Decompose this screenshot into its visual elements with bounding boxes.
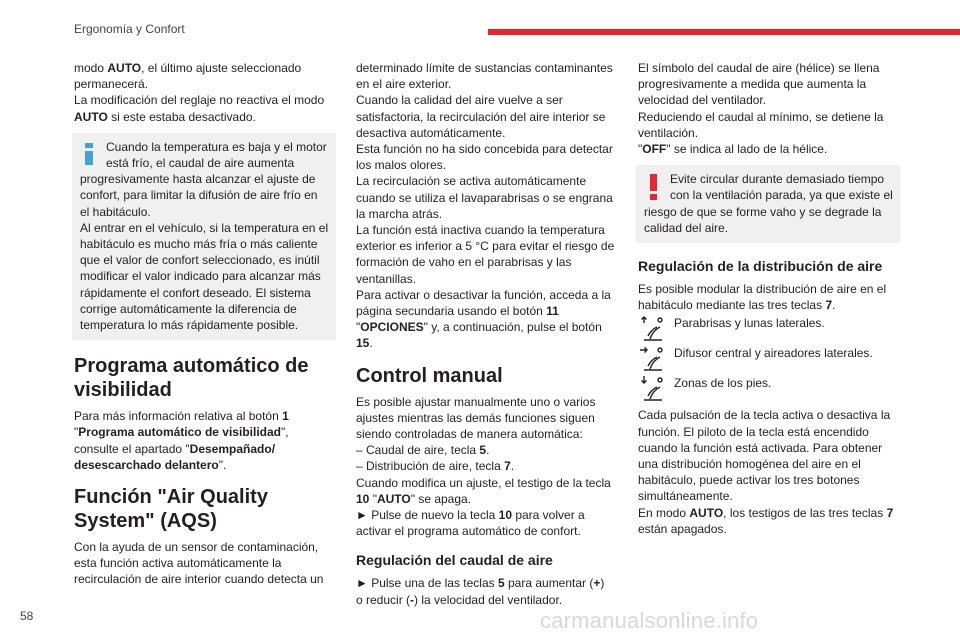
column-3	[638, 60, 900, 537]
paragraph: Para activar o desactivar la función, acceda a la página secundaria usando el botón 11 "OPCIONES" y, a continuación, pulse el botón 15.	[356, 287, 611, 351]
list-item: – Distribución de aire, tecla 7.	[356, 459, 515, 474]
paragraph: Cuando modifica un ajuste, el testigo de la tecla 10 "AUTO" se apaga.	[356, 475, 611, 506]
warning-box: Evite circular durante demasiado tiempo con la ventilación parada, ya que existe el riesgo de que se forme vaho y se degrade la calidad del aire.	[636, 165, 900, 243]
paragraph: Esta función no ha sido concebida para detectar los malos olores.	[356, 142, 613, 173]
feet-airflow-icon	[638, 375, 668, 403]
paragraph: "OFF" se indica al lado de la hélice.	[638, 142, 828, 157]
paragraph: Reduciendo el caudal al mínimo, se detiene la ventilación.	[638, 109, 884, 140]
column-2	[356, 60, 618, 608]
central-vents-airflow-icon	[638, 345, 668, 373]
paragraph: Con la ayuda de un sensor de contaminación, esta función activa automáticamente la recirculación de aire interior cuando detecta un	[74, 540, 324, 587]
page-number: 58	[20, 609, 34, 623]
paragraph: El símbolo del caudal de aire (hélice) se llena progresivamente a medida que aumenta la velocidad del ventilador.	[638, 61, 880, 108]
column-1	[74, 60, 336, 588]
header-accent-bar	[488, 29, 960, 35]
paragraph: Cada pulsación de la tecla activa o desactiva la función. El piloto de la tecla está encendido cuando la función está activada. Para obtener una distribución homogénea del aire en el habitáculo, puede activar los tres botones simultáneamente.	[638, 408, 891, 504]
heading-air-distribution: Regulación de la distribución de aire	[638, 258, 883, 275]
heading-visibility: Programa automático de visibilidad	[74, 355, 309, 402]
paragraph: Es posible modular la distribución de aire en el habitáculo mediante las tres teclas 7.	[638, 282, 887, 313]
paragraph: Es posible ajustar manualmente uno o varios ajustes mientras las demás funciones siguen siendo controladas de manera automática:	[356, 394, 596, 442]
paragraph: Para más información relativa al botón 1 "Programa automático de visibilidad", consulte el apartado "Desempañado/ desescarchado delantero".	[74, 409, 289, 472]
windscreen-airflow-icon	[638, 315, 668, 343]
paragraph: ► Pulse de nuevo la tecla 10 para volver a activar el programa automático de confort.	[356, 508, 585, 539]
info-box: Cuando la temperatura es baja y el motor está frío, el caudal de aire aumenta progresivamente hasta alcanzar el ajuste de confort, para limitar la difusión de aire frío en el habitáculo. Al entrar en el vehículo, si la temperatura en el habitáculo es mucho más fría o más caliente que el valor de confort seleccionado, es inútil modificar el valor indicado para alcanzar más rápidamente el confort deseado. El sistema corrige automáticamente la diferencia de temperatura lo más rápidamente posible.	[72, 133, 336, 340]
paragraph: ► Pulse una de las teclas 5 para aumentar (+) o reducir (-) la velocidad del ventilador.	[356, 576, 605, 607]
paragraph: La modificación del reglaje no reactiva el modo AUTO si este estaba desactivado.	[74, 93, 325, 124]
heading-aqs: Función "Air Quality System" (AQS)	[74, 486, 268, 533]
paragraph: Cuando la calidad del aire vuelve a ser satisfactoria, la recirculación del aire interior se desactiva automáticamente.	[356, 93, 606, 140]
watermark: carmanualsonline.info	[540, 608, 759, 633]
warning-icon	[644, 171, 670, 201]
heading-manual: Control manual	[356, 364, 503, 387]
header-title: Ergonomía y Confort	[74, 22, 185, 36]
distribution-windscreen-item: Parabrisas y lunas laterales.	[638, 315, 900, 343]
heading-air-flow: Regulación del caudal de aire	[356, 552, 553, 569]
paragraph: La recirculación se activa automáticamente cuando se utiliza el lavaparabrisas o se engrana la marcha atrás.	[356, 174, 613, 221]
paragraph: determinado límite de sustancias contaminantes en el aire exterior.	[356, 61, 613, 92]
list-item: – Caudal de aire, tecla 5.	[356, 443, 490, 458]
info-icon	[80, 139, 106, 169]
paragraph: modo AUTO, el último ajuste seleccionado permanecerá.	[74, 61, 302, 92]
paragraph: La función está inactiva cuando la temperatura exterior es inferior a 5 °C para evitar el riesgo de formación de vaho en el parabrisas y las ventanillas.	[356, 223, 615, 286]
paragraph: En modo AUTO, los testigos de las tres teclas 7 están apagados.	[638, 505, 894, 536]
distribution-central-item: Difusor central y aireadores laterales.	[638, 345, 900, 373]
distribution-feet-item: Zonas de los pies.	[638, 375, 900, 403]
